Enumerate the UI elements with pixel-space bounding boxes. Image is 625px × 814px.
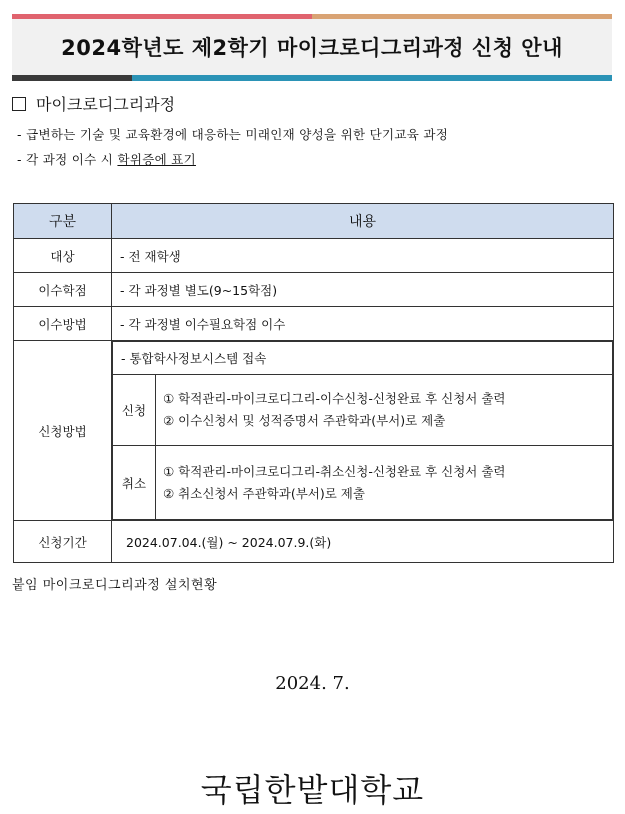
title-box (12, 19, 612, 75)
title-bottom-bar-left (12, 75, 132, 81)
row-label-period: 신청기간 (14, 521, 112, 563)
apply-step-1: ① 학적관리-마이크로디그리-이수신청-신청완료 후 신청서 출력 (163, 391, 506, 406)
table-row (14, 521, 614, 563)
title-bottom-bar (12, 75, 612, 81)
bullet-purpose: - 급변하는 기술 및 교육환경에 대응하는 미래인재 양성을 위한 단기교육 과정 (17, 127, 449, 142)
table-row (14, 307, 614, 341)
section-heading (12, 92, 175, 115)
row-value-apply (112, 341, 614, 521)
apply-sub-label: 신청 (113, 375, 156, 446)
apply-intro: - 통합학사정보시스템 접속 (113, 342, 613, 375)
bullet-degree-underlined: 학위증에 표기 (117, 152, 196, 167)
table-row (14, 341, 614, 521)
square-bullet-icon (12, 97, 26, 111)
table-row (14, 239, 614, 273)
row-value-credits: - 각 과정별 별도(9~15학점) (112, 273, 614, 307)
header-content: 내용 (112, 204, 614, 239)
cancel-steps (156, 446, 613, 520)
apply-inner-table (112, 341, 613, 520)
organization-name: 국립한밭대학교 (200, 771, 425, 809)
bullet-degree-note (17, 150, 196, 168)
cancel-step-2: ② 취소신청서 주관학과(부서)로 제출 (163, 485, 365, 501)
row-value-target: - 전 재학생 (112, 239, 614, 273)
apply-steps (156, 375, 613, 446)
document-date: 2024. 7. (275, 673, 350, 694)
table-header-row (14, 204, 614, 239)
row-label-method: 이수방법 (14, 307, 112, 341)
row-label-credits: 이수학점 (14, 273, 112, 307)
cancel-step-1: ① 학적관리-마이크로디그리-취소신청-신청완료 후 신청서 출력 (163, 463, 506, 479)
row-value-period: 2024.07.04.(월) ~ 2024.07.9.(화) (112, 521, 614, 563)
row-label-apply: 신청방법 (14, 341, 112, 521)
document-title: 2024학년도 제2학기 마이크로디그리과정 신청 안내 (61, 36, 563, 60)
title-bottom-bar-right (132, 75, 612, 81)
application-info-table (13, 203, 614, 563)
cancel-sub-label: 취소 (113, 446, 156, 520)
table-row (14, 273, 614, 307)
attachment-note: 붙임 마이크로디그리과정 설치현황 (12, 578, 218, 593)
section-heading-text: 마이크로디그리과정 (36, 95, 176, 114)
header-category: 구분 (14, 204, 112, 239)
bullet-degree-prefix: - 각 과정 이수 시 (17, 152, 118, 167)
row-value-method: - 각 과정별 이수필요학점 이수 (112, 307, 614, 341)
apply-step-2: ② 이수신청서 및 성적증명서 주관학과(부서)로 제출 (163, 413, 446, 428)
row-label-target: 대상 (14, 239, 112, 273)
